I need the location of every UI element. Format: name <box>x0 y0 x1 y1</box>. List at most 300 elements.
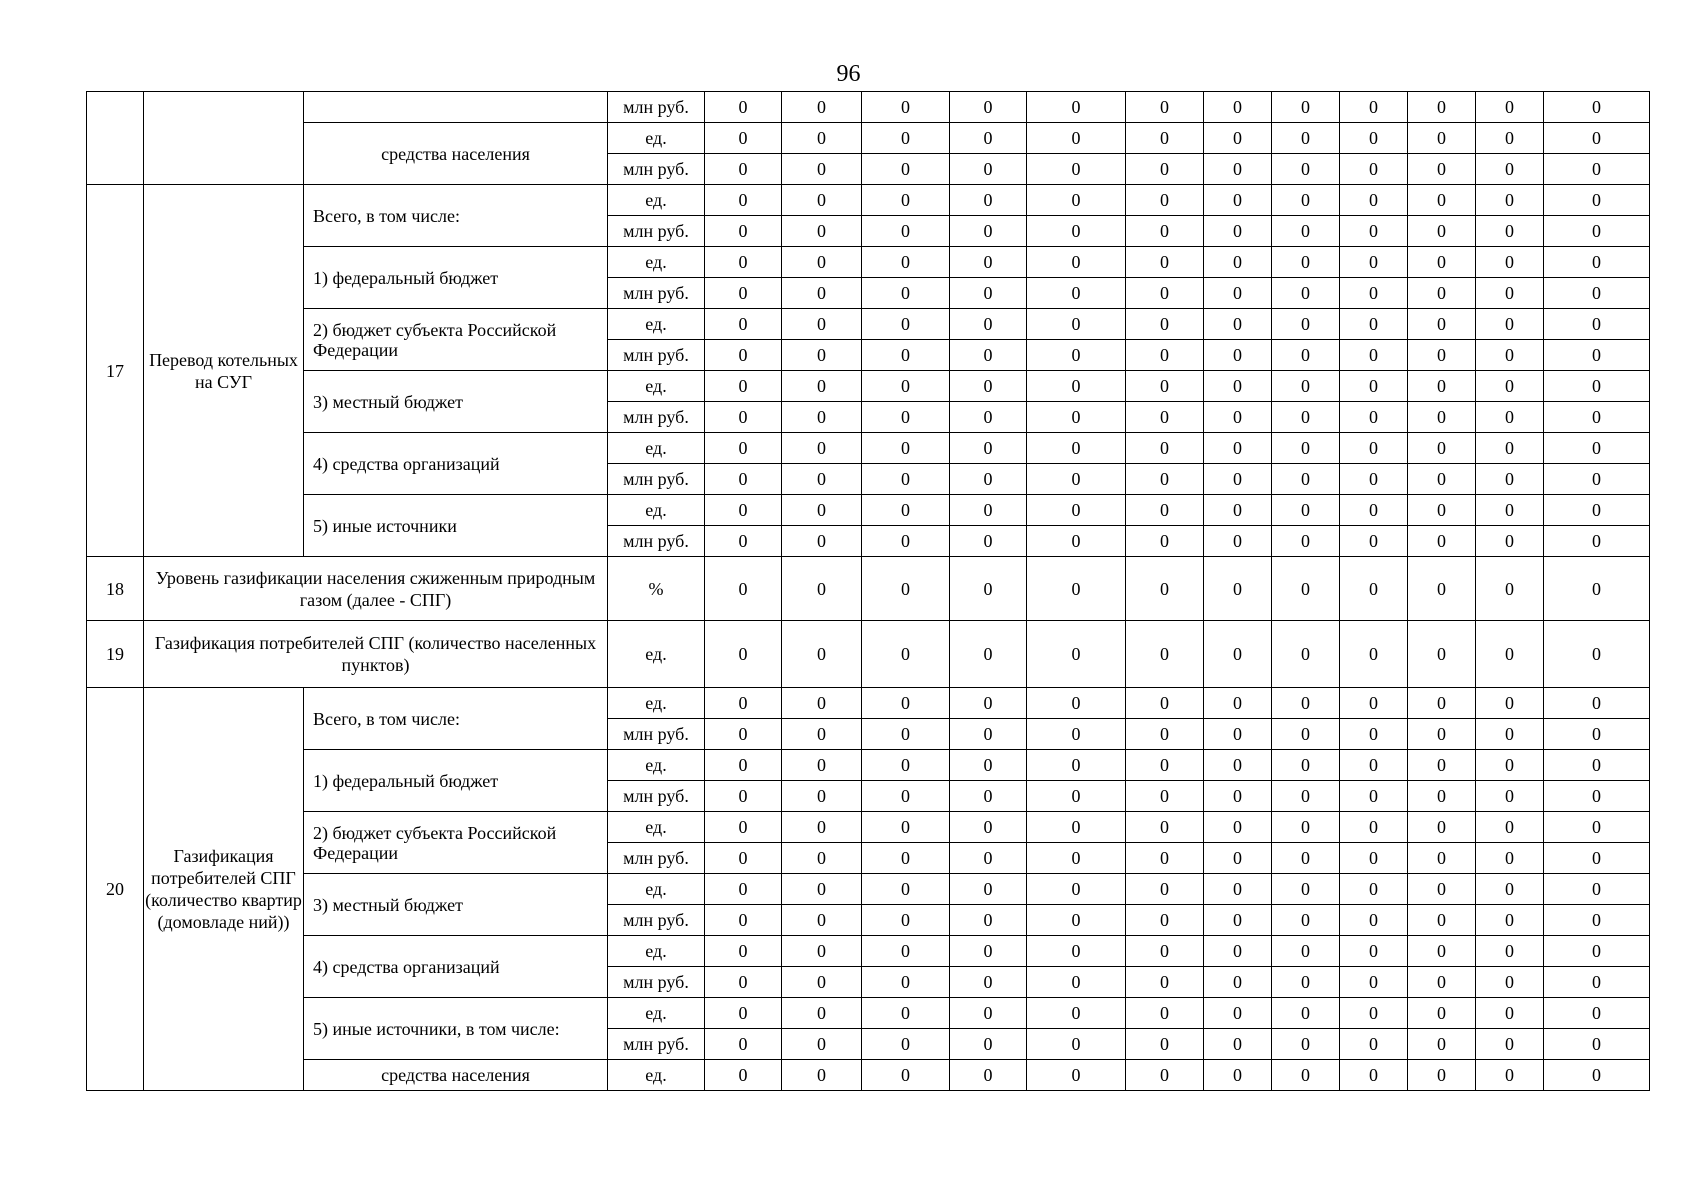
value-cell: 0 <box>1476 1029 1544 1060</box>
value-cell: 0 <box>705 247 782 278</box>
value-cell: 0 <box>1126 247 1204 278</box>
source-label: средства населения <box>304 1060 608 1091</box>
value-cell: 0 <box>1126 340 1204 371</box>
value-cell: 0 <box>782 1060 862 1091</box>
unit-cell: ед. <box>608 247 705 278</box>
value-cell: 0 <box>950 216 1027 247</box>
value-cell: 0 <box>1272 1029 1340 1060</box>
value-cell: 0 <box>1204 998 1272 1029</box>
value-cell: 0 <box>705 526 782 557</box>
table-row <box>87 688 1650 719</box>
unit-cell: ед. <box>608 309 705 340</box>
value-cell: 0 <box>705 621 782 688</box>
value-cell: 0 <box>1126 278 1204 309</box>
value-cell: 0 <box>782 719 862 750</box>
table-row <box>87 92 1650 123</box>
value-cell: 0 <box>782 495 862 526</box>
value-cell: 0 <box>1340 621 1408 688</box>
value-cell: 0 <box>1027 216 1126 247</box>
value-cell: 0 <box>1204 781 1272 812</box>
value-cell: 0 <box>950 936 1027 967</box>
value-cell: 0 <box>782 905 862 936</box>
value-cell: 0 <box>1027 92 1126 123</box>
value-cell: 0 <box>1340 936 1408 967</box>
value-cell: 0 <box>1408 371 1476 402</box>
unit-cell: ед. <box>608 123 705 154</box>
value-cell: 0 <box>862 402 950 433</box>
value-cell: 0 <box>862 874 950 905</box>
unit-cell: млн руб. <box>608 967 705 998</box>
value-cell: 0 <box>1204 309 1272 340</box>
unit-cell: млн руб. <box>608 464 705 495</box>
value-cell: 0 <box>1126 123 1204 154</box>
value-cell: 0 <box>1272 495 1340 526</box>
value-cell: 0 <box>950 998 1027 1029</box>
value-cell: 0 <box>1027 464 1126 495</box>
source-label: 3) местный бюджет <box>304 371 608 433</box>
value-cell: 0 <box>1408 874 1476 905</box>
value-cell: 0 <box>950 340 1027 371</box>
value-cell: 0 <box>1408 123 1476 154</box>
value-cell: 0 <box>1340 309 1408 340</box>
value-cell: 0 <box>1476 526 1544 557</box>
source-label: Всего, в том числе: <box>304 185 608 247</box>
value-cell: 0 <box>1027 621 1126 688</box>
value-cell: 0 <box>1204 402 1272 433</box>
value-cell: 0 <box>1027 812 1126 843</box>
value-cell: 0 <box>1544 936 1650 967</box>
value-cell: 0 <box>1340 464 1408 495</box>
value-cell: 0 <box>705 464 782 495</box>
value-cell: 0 <box>950 92 1027 123</box>
value-cell: 0 <box>862 905 950 936</box>
value-cell: 0 <box>1027 278 1126 309</box>
value-cell: 0 <box>1126 719 1204 750</box>
unit-cell: млн руб. <box>608 154 705 185</box>
value-cell: 0 <box>1204 874 1272 905</box>
unit-cell: млн руб. <box>608 216 705 247</box>
value-cell: 0 <box>1126 967 1204 998</box>
value-cell: 0 <box>862 967 950 998</box>
value-cell: 0 <box>1408 154 1476 185</box>
value-cell: 0 <box>1544 247 1650 278</box>
unit-cell: ед. <box>608 688 705 719</box>
value-cell: 0 <box>782 967 862 998</box>
value-cell: 0 <box>1340 216 1408 247</box>
value-cell: 0 <box>1476 154 1544 185</box>
value-cell: 0 <box>782 557 862 621</box>
value-cell: 0 <box>1544 278 1650 309</box>
value-cell: 0 <box>1204 843 1272 874</box>
table-row <box>87 247 1650 278</box>
table-row <box>87 750 1650 781</box>
value-cell: 0 <box>782 781 862 812</box>
unit-cell: млн руб. <box>608 526 705 557</box>
value-cell: 0 <box>862 781 950 812</box>
value-cell: 0 <box>862 371 950 402</box>
value-cell: 0 <box>1408 1060 1476 1091</box>
value-cell: 0 <box>1272 719 1340 750</box>
unit-cell: ед. <box>608 185 705 216</box>
value-cell: 0 <box>705 340 782 371</box>
value-cell: 0 <box>1544 154 1650 185</box>
value-cell: 0 <box>1272 402 1340 433</box>
value-cell: 0 <box>950 967 1027 998</box>
unit-cell: млн руб. <box>608 781 705 812</box>
value-cell: 0 <box>1544 874 1650 905</box>
value-cell: 0 <box>1544 216 1650 247</box>
value-cell: 0 <box>950 781 1027 812</box>
value-cell: 0 <box>1204 526 1272 557</box>
value-cell: 0 <box>1476 1060 1544 1091</box>
value-cell: 0 <box>950 247 1027 278</box>
value-cell: 0 <box>1126 812 1204 843</box>
value-cell: 0 <box>1272 688 1340 719</box>
value-cell: 0 <box>1340 557 1408 621</box>
row-number: 17 <box>87 185 144 557</box>
value-cell: 0 <box>782 874 862 905</box>
table-row <box>87 433 1650 464</box>
value-cell: 0 <box>1272 781 1340 812</box>
value-cell: 0 <box>1204 1060 1272 1091</box>
value-cell: 0 <box>1476 464 1544 495</box>
value-cell: 0 <box>1544 371 1650 402</box>
value-cell: 0 <box>1476 781 1544 812</box>
value-cell: 0 <box>1408 719 1476 750</box>
table-row <box>87 123 1650 154</box>
value-cell: 0 <box>1126 92 1204 123</box>
table-row <box>87 998 1650 1029</box>
value-cell: 0 <box>1476 812 1544 843</box>
value-cell: 0 <box>1544 843 1650 874</box>
value-cell: 0 <box>782 247 862 278</box>
value-cell: 0 <box>1204 433 1272 464</box>
value-cell: 0 <box>1204 371 1272 402</box>
value-cell: 0 <box>1272 92 1340 123</box>
value-cell: 0 <box>1027 936 1126 967</box>
unit-cell: млн руб. <box>608 843 705 874</box>
unit-cell: % <box>608 557 705 621</box>
value-cell: 0 <box>862 719 950 750</box>
value-cell: 0 <box>950 719 1027 750</box>
value-cell: 0 <box>862 526 950 557</box>
value-cell: 0 <box>1204 905 1272 936</box>
value-cell: 0 <box>1126 998 1204 1029</box>
value-cell: 0 <box>1204 495 1272 526</box>
value-cell: 0 <box>1027 402 1126 433</box>
unit-cell: ед. <box>608 371 705 402</box>
value-cell: 0 <box>705 1029 782 1060</box>
value-cell: 0 <box>1544 340 1650 371</box>
unit-cell: млн руб. <box>608 92 705 123</box>
value-cell: 0 <box>782 123 862 154</box>
value-cell: 0 <box>1340 688 1408 719</box>
value-cell: 0 <box>1408 185 1476 216</box>
value-cell: 0 <box>1544 967 1650 998</box>
row-name: Газификация потребителей СПГ (количество населенных пунктов) <box>144 621 608 688</box>
value-cell: 0 <box>782 1029 862 1060</box>
value-cell: 0 <box>1272 309 1340 340</box>
value-cell: 0 <box>950 495 1027 526</box>
value-cell: 0 <box>1126 433 1204 464</box>
table-row <box>87 185 1650 216</box>
value-cell: 0 <box>1126 402 1204 433</box>
value-cell: 0 <box>1027 781 1126 812</box>
value-cell: 0 <box>1544 719 1650 750</box>
value-cell: 0 <box>1408 402 1476 433</box>
value-cell: 0 <box>1476 340 1544 371</box>
value-cell: 0 <box>950 1029 1027 1060</box>
value-cell: 0 <box>1476 688 1544 719</box>
value-cell: 0 <box>1544 812 1650 843</box>
value-cell: 0 <box>950 874 1027 905</box>
value-cell: 0 <box>782 998 862 1029</box>
value-cell: 0 <box>1340 154 1408 185</box>
value-cell: 0 <box>1476 433 1544 464</box>
value-cell: 0 <box>705 936 782 967</box>
value-cell: 0 <box>1408 92 1476 123</box>
value-cell: 0 <box>1272 433 1340 464</box>
value-cell: 0 <box>1476 278 1544 309</box>
table-row <box>87 621 1650 688</box>
value-cell: 0 <box>705 278 782 309</box>
value-cell: 0 <box>1272 874 1340 905</box>
value-cell: 0 <box>705 154 782 185</box>
value-cell: 0 <box>1204 216 1272 247</box>
value-cell: 0 <box>1272 750 1340 781</box>
value-cell: 0 <box>1476 123 1544 154</box>
value-cell: 0 <box>950 123 1027 154</box>
value-cell: 0 <box>1204 812 1272 843</box>
value-cell: 0 <box>705 750 782 781</box>
value-cell: 0 <box>950 371 1027 402</box>
value-cell: 0 <box>1340 1029 1408 1060</box>
value-cell: 0 <box>1408 309 1476 340</box>
value-cell: 0 <box>1340 278 1408 309</box>
value-cell: 0 <box>782 92 862 123</box>
unit-cell: ед. <box>608 998 705 1029</box>
value-cell: 0 <box>1476 216 1544 247</box>
value-cell: 0 <box>1027 1060 1126 1091</box>
value-cell: 0 <box>1476 998 1544 1029</box>
source-label: 1) федеральный бюджет <box>304 750 608 812</box>
value-cell: 0 <box>1476 967 1544 998</box>
value-cell: 0 <box>1272 557 1340 621</box>
value-cell: 0 <box>1272 278 1340 309</box>
value-cell: 0 <box>1204 92 1272 123</box>
value-cell: 0 <box>1340 185 1408 216</box>
unit-cell: ед. <box>608 750 705 781</box>
value-cell: 0 <box>705 719 782 750</box>
value-cell: 0 <box>1027 688 1126 719</box>
value-cell: 0 <box>1408 526 1476 557</box>
value-cell: 0 <box>950 309 1027 340</box>
value-cell: 0 <box>1544 92 1650 123</box>
value-cell: 0 <box>782 621 862 688</box>
value-cell: 0 <box>1340 433 1408 464</box>
value-cell: 0 <box>1476 719 1544 750</box>
value-cell: 0 <box>862 309 950 340</box>
unit-cell: млн руб. <box>608 402 705 433</box>
unit-cell: млн руб. <box>608 340 705 371</box>
value-cell: 0 <box>1204 621 1272 688</box>
value-cell: 0 <box>1340 247 1408 278</box>
value-cell: 0 <box>782 464 862 495</box>
source-label: Всего, в том числе: <box>304 688 608 750</box>
value-cell: 0 <box>1408 905 1476 936</box>
financing-table <box>86 91 1650 1091</box>
value-cell: 0 <box>862 123 950 154</box>
value-cell: 0 <box>862 495 950 526</box>
table-row <box>87 371 1650 402</box>
value-cell: 0 <box>1476 557 1544 621</box>
value-cell: 0 <box>1408 967 1476 998</box>
value-cell: 0 <box>1272 123 1340 154</box>
value-cell: 0 <box>1408 1029 1476 1060</box>
value-cell: 0 <box>782 688 862 719</box>
value-cell: 0 <box>1408 278 1476 309</box>
value-cell: 0 <box>1476 309 1544 340</box>
value-cell: 0 <box>1027 967 1126 998</box>
value-cell: 0 <box>1272 154 1340 185</box>
value-cell: 0 <box>1027 843 1126 874</box>
value-cell: 0 <box>1204 278 1272 309</box>
value-cell: 0 <box>1027 340 1126 371</box>
value-cell: 0 <box>1272 371 1340 402</box>
value-cell: 0 <box>862 464 950 495</box>
value-cell: 0 <box>1408 464 1476 495</box>
unit-cell: млн руб. <box>608 905 705 936</box>
value-cell: 0 <box>1204 464 1272 495</box>
value-cell: 0 <box>1340 781 1408 812</box>
value-cell: 0 <box>862 92 950 123</box>
value-cell: 0 <box>1408 247 1476 278</box>
unit-cell: ед. <box>608 621 705 688</box>
source-label: 1) федеральный бюджет <box>304 247 608 309</box>
value-cell: 0 <box>1340 843 1408 874</box>
value-cell: 0 <box>950 526 1027 557</box>
value-cell: 0 <box>1027 557 1126 621</box>
value-cell: 0 <box>1544 309 1650 340</box>
value-cell: 0 <box>1408 812 1476 843</box>
value-cell: 0 <box>1126 216 1204 247</box>
value-cell: 0 <box>1340 719 1408 750</box>
value-cell: 0 <box>1408 843 1476 874</box>
value-cell: 0 <box>1126 1029 1204 1060</box>
value-cell: 0 <box>1340 123 1408 154</box>
row-name: Перевод котельных на СУГ <box>144 185 304 557</box>
value-cell: 0 <box>1027 750 1126 781</box>
value-cell: 0 <box>1204 719 1272 750</box>
value-cell: 0 <box>1027 719 1126 750</box>
table-row <box>87 557 1650 621</box>
value-cell: 0 <box>1544 402 1650 433</box>
value-cell: 0 <box>1272 1060 1340 1091</box>
value-cell: 0 <box>862 1060 950 1091</box>
value-cell: 0 <box>862 216 950 247</box>
row-number: 20 <box>87 688 144 1091</box>
value-cell: 0 <box>1204 154 1272 185</box>
value-cell: 0 <box>705 843 782 874</box>
value-cell: 0 <box>1408 495 1476 526</box>
value-cell: 0 <box>862 557 950 621</box>
value-cell: 0 <box>950 557 1027 621</box>
value-cell: 0 <box>782 750 862 781</box>
unit-cell: ед. <box>608 1060 705 1091</box>
value-cell: 0 <box>1126 526 1204 557</box>
unit-cell: ед. <box>608 874 705 905</box>
value-cell: 0 <box>1027 433 1126 464</box>
table-row <box>87 1060 1650 1091</box>
value-cell: 0 <box>1126 371 1204 402</box>
source-label-empty <box>304 92 608 123</box>
value-cell: 0 <box>950 464 1027 495</box>
value-cell: 0 <box>1544 621 1650 688</box>
value-cell: 0 <box>782 371 862 402</box>
value-cell: 0 <box>1544 464 1650 495</box>
value-cell: 0 <box>1476 621 1544 688</box>
value-cell: 0 <box>1476 495 1544 526</box>
value-cell: 0 <box>1272 185 1340 216</box>
source-label: 5) иные источники <box>304 495 608 557</box>
value-cell: 0 <box>950 905 1027 936</box>
value-cell: 0 <box>1544 781 1650 812</box>
value-cell: 0 <box>1408 340 1476 371</box>
value-cell: 0 <box>705 495 782 526</box>
value-cell: 0 <box>705 309 782 340</box>
value-cell: 0 <box>1126 185 1204 216</box>
value-cell: 0 <box>1272 843 1340 874</box>
source-label: 4) средства организаций <box>304 936 608 998</box>
value-cell: 0 <box>1476 92 1544 123</box>
value-cell: 0 <box>1126 464 1204 495</box>
value-cell: 0 <box>1027 998 1126 1029</box>
value-cell: 0 <box>1476 905 1544 936</box>
unit-cell: млн руб. <box>608 1029 705 1060</box>
value-cell: 0 <box>1272 340 1340 371</box>
row-number: 19 <box>87 621 144 688</box>
value-cell: 0 <box>1027 1029 1126 1060</box>
value-cell: 0 <box>705 874 782 905</box>
value-cell: 0 <box>1544 433 1650 464</box>
value-cell: 0 <box>862 247 950 278</box>
value-cell: 0 <box>782 309 862 340</box>
value-cell: 0 <box>1544 185 1650 216</box>
value-cell: 0 <box>1027 526 1126 557</box>
value-cell: 0 <box>1544 750 1650 781</box>
value-cell: 0 <box>705 688 782 719</box>
value-cell: 0 <box>862 688 950 719</box>
table-row <box>87 936 1650 967</box>
value-cell: 0 <box>782 216 862 247</box>
value-cell: 0 <box>950 185 1027 216</box>
value-cell: 0 <box>1204 557 1272 621</box>
value-cell: 0 <box>1027 247 1126 278</box>
value-cell: 0 <box>862 936 950 967</box>
value-cell: 0 <box>1204 247 1272 278</box>
value-cell: 0 <box>705 998 782 1029</box>
value-cell: 0 <box>782 154 862 185</box>
value-cell: 0 <box>1476 936 1544 967</box>
value-cell: 0 <box>1027 371 1126 402</box>
source-label: 2) бюджет субъекта Российской Федерации <box>304 309 608 371</box>
source-label: 3) местный бюджет <box>304 874 608 936</box>
value-cell: 0 <box>1408 998 1476 1029</box>
value-cell: 0 <box>862 843 950 874</box>
value-cell: 0 <box>1272 526 1340 557</box>
value-cell: 0 <box>705 402 782 433</box>
value-cell: 0 <box>1126 621 1204 688</box>
